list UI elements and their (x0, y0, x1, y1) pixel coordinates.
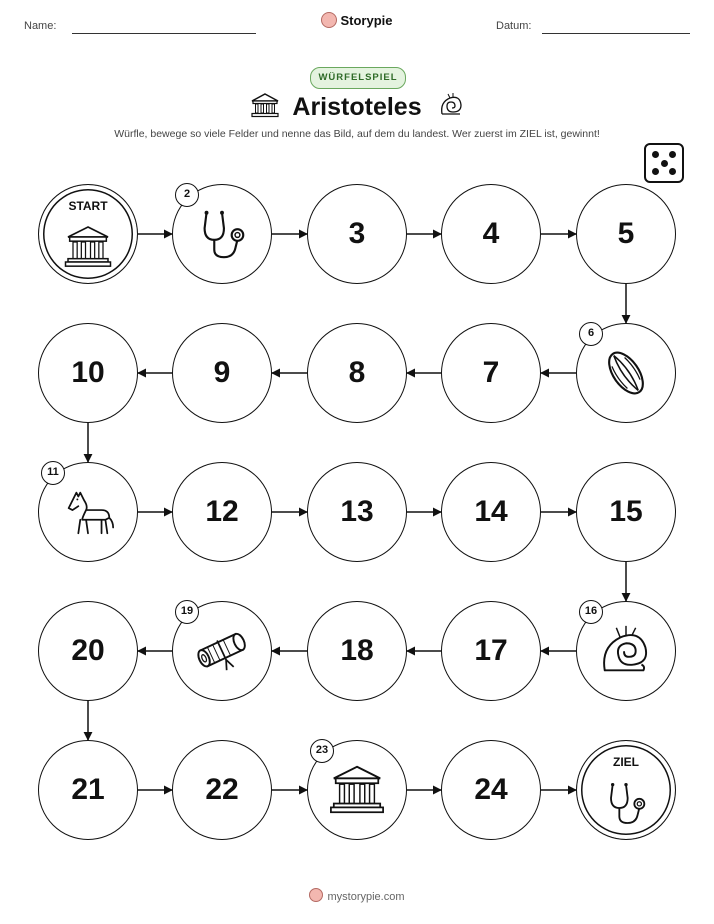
cell-number: 12 (205, 495, 239, 528)
cell-number: 13 (340, 495, 374, 528)
seed-icon (597, 344, 655, 402)
temple-icon (328, 761, 386, 819)
cell-number-badge: 23 (310, 739, 334, 763)
finish-label: ZIEL (613, 755, 639, 769)
footer-url: mystorypie.com (327, 891, 405, 903)
cell-number-badge: 16 (579, 600, 603, 624)
board-cell-24[interactable] (441, 740, 541, 840)
cell-number: 15 (609, 495, 643, 528)
brand-name: Storypie (340, 13, 393, 28)
date-label: Datum: (496, 20, 532, 32)
board-cell-5[interactable] (576, 184, 676, 284)
horse-icon (59, 483, 117, 541)
instructions: Würfle, bewege so viele Felder und nenne das Bild, auf dem du landest. Wer zuerst im ZIEL ist, gewinnt! (114, 128, 600, 140)
scroll-icon (193, 622, 251, 680)
board-cell-8[interactable] (307, 323, 407, 423)
cell-number: 22 (205, 773, 239, 806)
cell-number: 18 (340, 634, 374, 667)
pig-logo-icon (309, 888, 323, 902)
cell-number: 8 (348, 356, 366, 389)
temple-icon (63, 222, 113, 272)
board-cell-12[interactable] (172, 462, 272, 562)
name-label: Name: (24, 20, 57, 32)
cell-number: 21 (71, 773, 105, 806)
start-cell[interactable] (38, 184, 138, 284)
board-cell-14[interactable] (441, 462, 541, 562)
footer (0, 888, 714, 903)
board-cell-23[interactable] (307, 740, 407, 840)
stethoscope-icon (193, 205, 251, 263)
cell-number: 10 (71, 356, 105, 389)
cell-number: 24 (474, 773, 508, 806)
cell-number: 7 (482, 356, 500, 389)
shell-icon (597, 622, 655, 680)
cell-number: 14 (474, 495, 508, 528)
board-cell-16[interactable] (576, 601, 676, 701)
board-cell-3[interactable] (307, 184, 407, 284)
board-cell-13[interactable] (307, 462, 407, 562)
board-cell-19[interactable] (172, 601, 272, 701)
start-label: START (68, 199, 108, 213)
board-cell-18[interactable] (307, 601, 407, 701)
cell-number: 9 (213, 356, 231, 389)
board-cell-17[interactable] (441, 601, 541, 701)
cell-number-badge: 2 (175, 183, 199, 207)
cell-number: 20 (71, 634, 105, 667)
game-type-badge: WÜRFELSPIEL (310, 67, 406, 89)
board-cell-6[interactable] (576, 323, 676, 423)
cell-number-badge: 11 (41, 461, 65, 485)
board-cell-7[interactable] (441, 323, 541, 423)
title-text: Aristoteles (292, 93, 422, 121)
board-cell-11[interactable] (38, 462, 138, 562)
board-cell-15[interactable] (576, 462, 676, 562)
board-cell-2[interactable] (172, 184, 272, 284)
board-cell-9[interactable] (172, 323, 272, 423)
stethoscope-icon (601, 778, 651, 828)
board-cell-10[interactable] (38, 323, 138, 423)
cell-number: 3 (348, 217, 366, 250)
finish-cell[interactable] (576, 740, 676, 840)
cell-number: 17 (474, 634, 508, 667)
cell-number: 5 (617, 217, 635, 250)
board-cell-20[interactable] (38, 601, 138, 701)
board-cell-22[interactable] (172, 740, 272, 840)
board-cell-21[interactable] (38, 740, 138, 840)
cell-number-badge: 19 (175, 600, 199, 624)
board-cell-4[interactable] (441, 184, 541, 284)
cell-number: 4 (482, 217, 500, 250)
cell-number-badge: 6 (579, 322, 603, 346)
